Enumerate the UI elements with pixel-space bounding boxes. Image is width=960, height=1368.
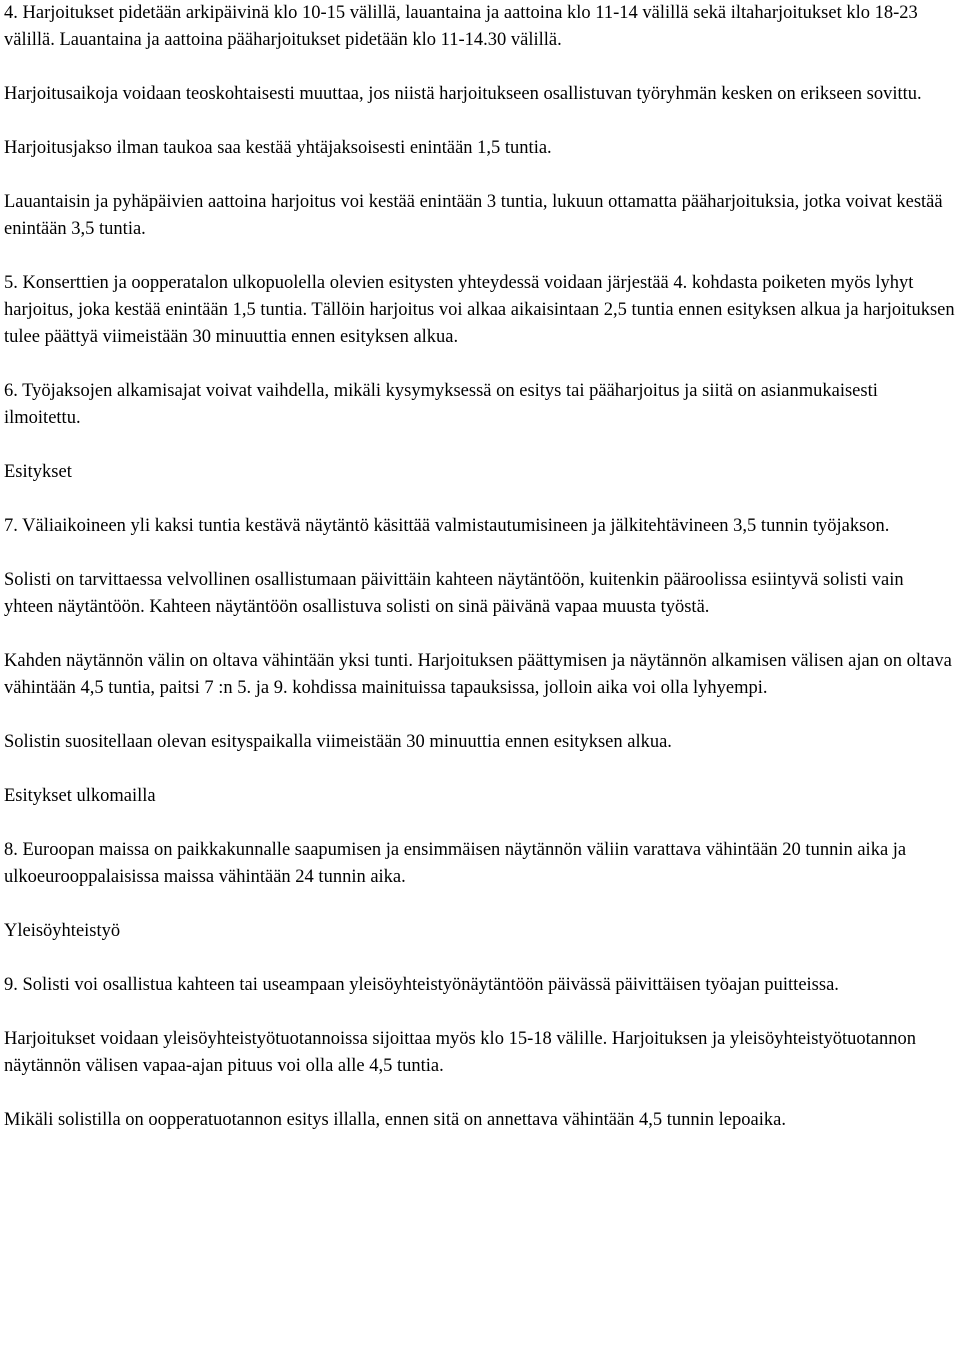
- paragraph-saturday-rehearsals: Lauantaisin ja pyhäpäivien aattoina harjoitus voi kestää enintään 3 tuntia, lukuun ottamatta pääharjoituksia, jotka voivat kestää enintään 3,5 tuntia.: [4, 192, 943, 239]
- paragraph-rehearsal-time-changes: Harjoitusaikoja voidaan teoskohtaisesti muuttaa, jos niistä harjoitukseen osallistuvan työryhmän kesken on erikseen sovittu.: [4, 84, 922, 104]
- paragraph-9-audience-performances: 9. Solisti voi osallistua kahteen tai useampaan yleisöyhteistyönäytäntöön päivässä päivittäisen työajan puitteissa.: [4, 975, 839, 995]
- section-heading-audience-cooperation: Yleisöyhteistyö: [4, 921, 121, 941]
- paragraph-5-concerts: 5. Konserttien ja oopperatalon ulkopuolella olevien esitysten yhteydessä voidaan järjestää 4. kohdasta poiketen myös lyhyt harjoitus, joka kestää enintään 1,5 tuntia. Tällöin harjoitus voi alkaa aikaisintaan 2,5 tuntia ennen esityksen alkua ja harjoituksen tulee päättyä viimeistään 30 minuuttia ennen esityksen alkua.: [4, 273, 955, 347]
- paragraph-soloist-two-performances: Solisti on tarvittaessa velvollinen osallistumaan päivittäin kahteen näytäntöön, kuitenkin pääroolissa esiintyvä solisti vain yhteen näytäntöön. Kahteen näytäntöön osallistuva solisti on sinä päivänä vapaa muusta työstä.: [4, 570, 904, 617]
- paragraph-6-work-periods: 6. Työjaksojen alkamisajat voivat vaihdella, mikäli kysymyksessä on esitys tai pääharjoitus ja siitä on asianmukaisesti ilmoitettu.: [4, 381, 878, 428]
- paragraph-7-performance-length: 7. Väliaikoineen yli kaksi tuntia kestävä näytäntö käsittää valmistautumisineen ja jälkitehtävineen 3,5 tunnin työjakson.: [4, 516, 890, 536]
- paragraph-audience-rehearsals: Harjoitukset voidaan yleisöyhteistyötuotannoissa sijoittaa myös klo 15-18 välille. Harjoituksen ja yleisöyhteistyötuotannon näytännön välisen vapaa-ajan pituus voi olla alle 4,5 tuntia.: [4, 1029, 917, 1076]
- paragraph-rehearsal-duration: Harjoitusjakso ilman taukoa saa kestää yhtäjaksoisesti enintään 1,5 tuntia.: [4, 138, 552, 158]
- paragraph-8-travel-time: 8. Euroopan maissa on paikkakunnalle saapumisen ja ensimmäisen näytännön väliin varattava vähintään 20 tunnin aika ja ulkoeurooppalaisissa maissa vähintään 24 tunnin aika.: [4, 840, 907, 887]
- paragraph-rest-period: Mikäli solistilla on oopperatuotannon esitys illalla, ennen sitä on annettava vähintään 4,5 tunnin lepoaika.: [4, 1110, 786, 1130]
- document-body: [4, 0, 956, 1134]
- paragraph-interval-between-performances: Kahden näytännön välin on oltava vähintään yksi tunti. Harjoituksen päättymisen ja näytännön alkamisen välisen ajan on oltava vähintään 4,5 tuntia, paitsi 7 :n 5. ja 9. kohdissa mainituissa tapauksissa, jolloin aika voi olla lyhyempi.: [4, 651, 952, 698]
- paragraph-soloist-arrival: Solistin suositellaan olevan esityspaikalla viimeistään 30 minuuttia ennen esityksen alkua.: [4, 732, 672, 752]
- section-heading-performances-abroad: Esitykset ulkomailla: [4, 786, 156, 806]
- section-heading-performances: Esitykset: [4, 462, 72, 482]
- paragraph-4-rehearsal-times: 4. Harjoitukset pidetään arkipäivinä klo 10-15 välillä, lauantaina ja aattoina klo 11-14 välillä sekä iltaharjoitukset klo 18-23 välillä. Lauantaina ja aattoina pääharjoitukset pidetään klo 11-14.30 välillä.: [4, 3, 918, 50]
